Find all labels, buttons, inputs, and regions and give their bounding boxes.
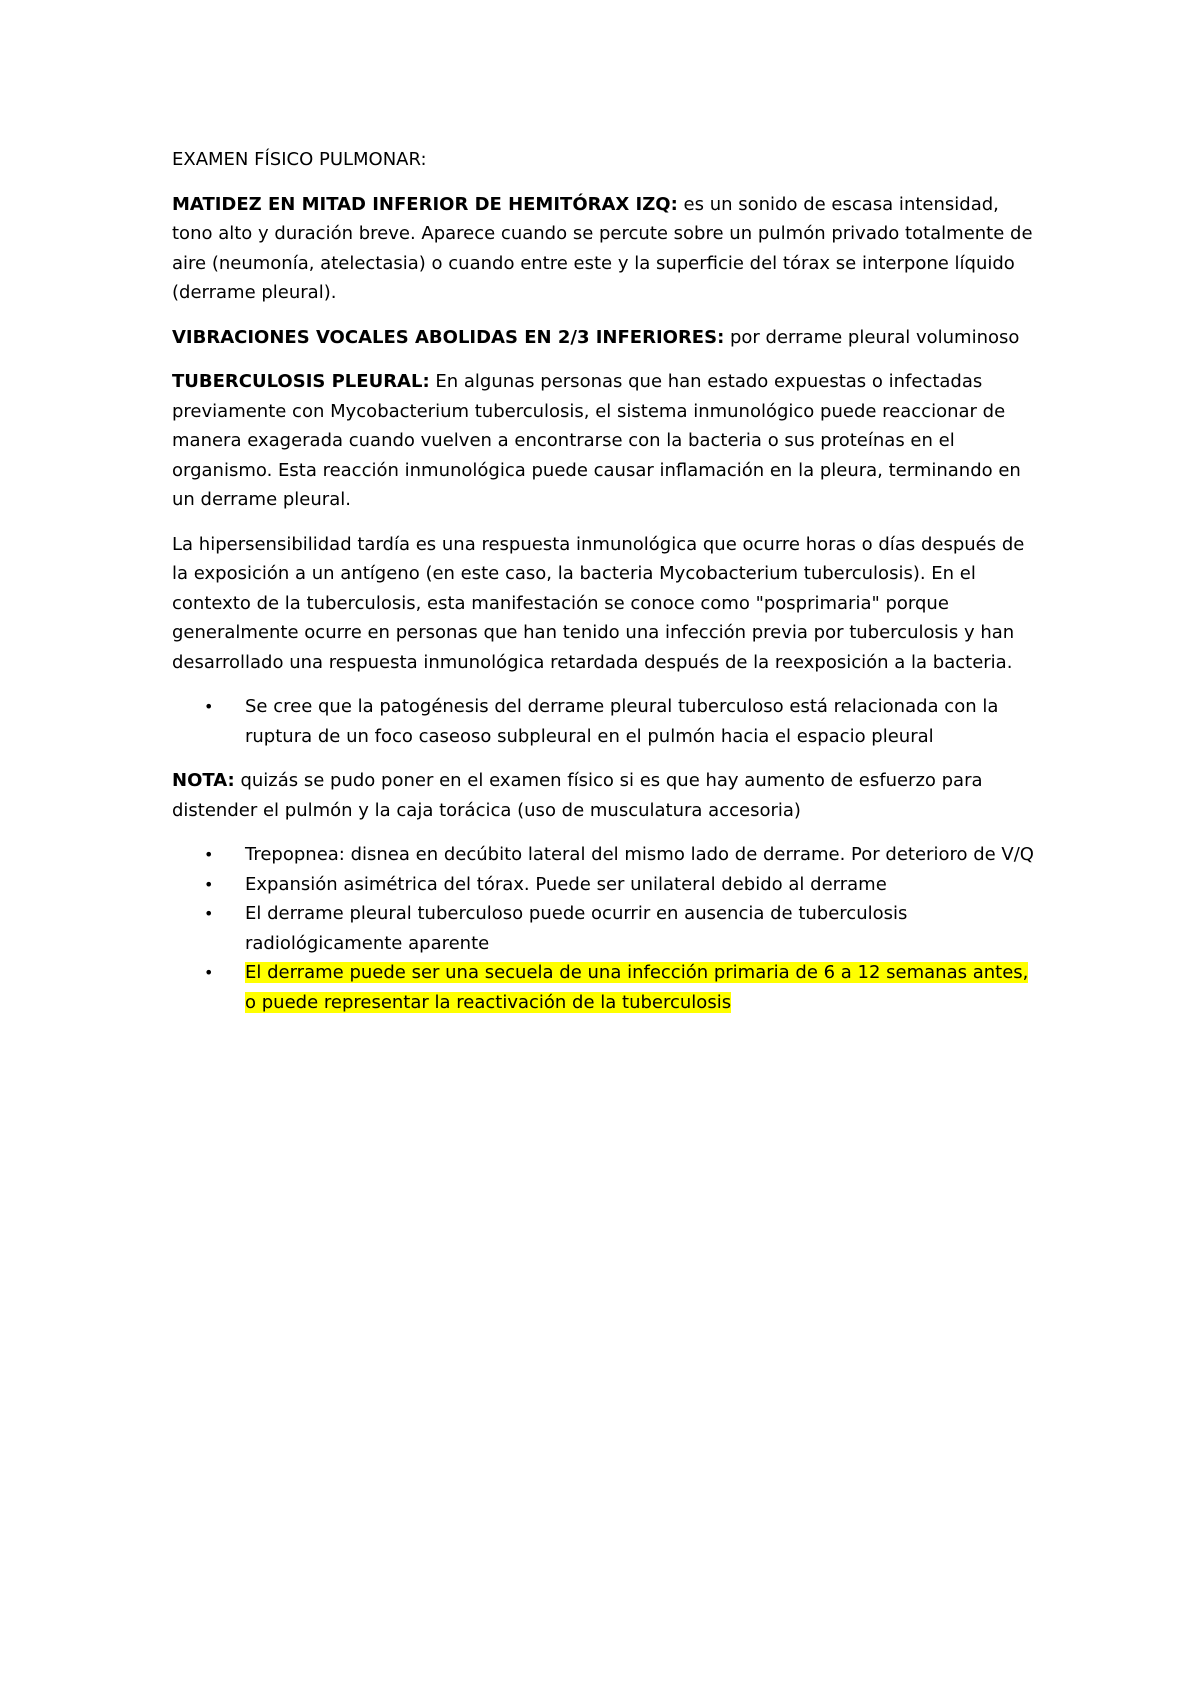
list-item	[172, 840, 1034, 870]
paragraph-tuberculosis	[172, 367, 1034, 515]
bullet-dot-icon: •	[204, 963, 214, 982]
text-vibraciones: por derrame pleural voluminoso	[724, 326, 1020, 348]
paragraph-hipersensibilidad: La hipersensibilidad tardía es una respuesta inmunológica que ocurre horas o días después de la exposición a un antígeno (en este caso, la bacteria Mycobacterium tuberculosis). En el contexto de la tuberculosis, esta manifestación se conoce como "posprimaria" porque generalmente ocurre en personas que han tenido una infección previa por tuberculosis y han desarrollado una respuesta inmunológica retardada después de la reexposición a la bacteria.	[172, 533, 1025, 673]
highlighted-text: El derrame puede ser una secuela de una infección primaria de 6 a 12 semanas antes, o puede representar la reactivación de la tuberculosis	[245, 962, 1029, 1013]
paragraph-nota	[172, 766, 1034, 825]
bullet-dot-icon: •	[204, 874, 214, 894]
bullet-dot-icon: •	[204, 845, 214, 864]
text-tuberculosis: En algunas personas que han estado expuestas o infectadas previamente con Mycobacterium tuberculosis, el sistema inmunológico puede reaccionar de manera exagerada cuando vuelven a encontrarse con la bacteria o sus proteínas en el organismo. Esta reacción inmunológica puede causar inflamación en la pleura, terminando en un derrame pleural.	[172, 371, 1021, 510]
paragraph-vibraciones	[172, 323, 1034, 353]
list-item	[172, 870, 1034, 900]
bullet-list-signs	[172, 840, 1034, 1017]
term-vibraciones: VIBRACIONES VOCALES ABOLIDAS EN 2/3 INFERIORES:	[172, 326, 725, 348]
text-nota: quizás se pudo poner en el examen físico si es que hay aumento de esfuerzo para distender el pulmón y la caja torácica (uso de musculatura accesoria)	[172, 770, 983, 821]
term-nota: NOTA:	[172, 770, 235, 791]
paragraph-matidez	[172, 190, 1034, 308]
list-item-text: Trepopnea: disnea en decúbito lateral del mismo lado de derrame. Por deterioro de V/Q	[245, 844, 1034, 865]
list-item-text: Se cree que la patogénesis del derrame pleural tuberculoso está relacionada con la ruptura de un foco caseoso subpleural en el pulmón hacia el espacio pleural	[245, 696, 999, 747]
list-item-text: Expansión asimétrica del tórax. Puede ser unilateral debido al derrame	[245, 873, 887, 895]
document-title: EXAMEN FÍSICO PULMONAR:	[172, 149, 427, 170]
list-item-highlighted	[172, 958, 1034, 1017]
document-body	[172, 145, 1034, 1017]
term-matidez: MATIDEZ EN MITAD INFERIOR DE HEMITÓRAX IZQ:	[172, 193, 678, 215]
list-item-text: El derrame pleural tuberculoso puede ocurrir en ausencia de tuberculosis radiológicamente aparente	[245, 903, 908, 954]
bullet-dot-icon: •	[204, 697, 214, 716]
list-item	[172, 692, 1034, 751]
bullet-list-patogenesis	[172, 692, 1034, 751]
list-item	[172, 899, 1034, 958]
text-matidez: es un sonido de escasa intensidad, tono alto y duración breve. Aparece cuando se percute sobre un pulmón privado totalmente de aire (neumonía, atelectasia) o cuando entre este y la superficie del tórax se interpone líquido (derrame pleural).	[172, 193, 1033, 303]
bullet-dot-icon: •	[204, 904, 214, 923]
term-tuberculosis: TUBERCULOSIS PLEURAL:	[172, 371, 430, 392]
